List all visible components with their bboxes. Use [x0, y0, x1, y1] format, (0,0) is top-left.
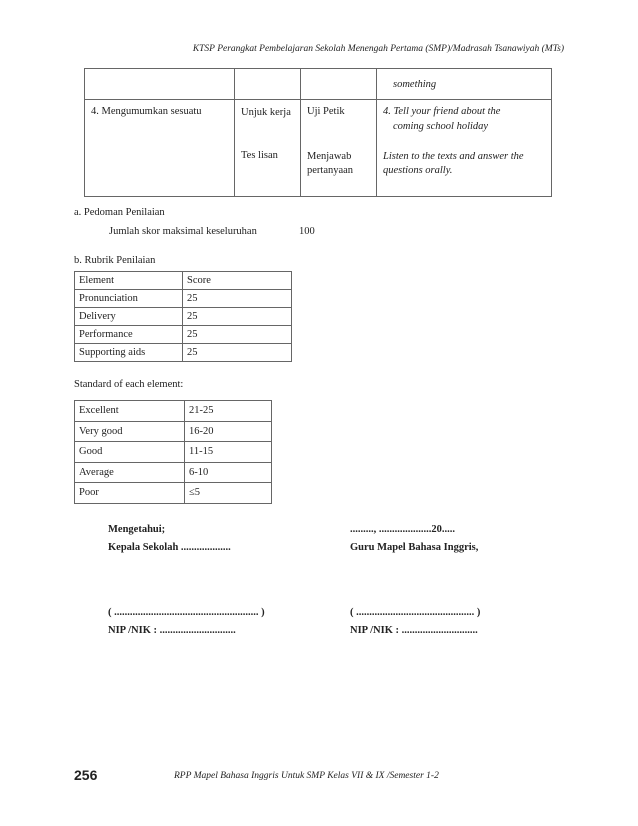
signature-left-role: Kepala Sekolah ................... [108, 542, 231, 553]
table-cell: 4. Tell your friend about the [383, 106, 501, 117]
table-cell: ≤5 [185, 483, 272, 504]
signature-right-date: ........., ....................20..... [350, 524, 455, 535]
table-cell: Listen to the texts and answer the questions orally. [383, 151, 524, 176]
page-header: KTSP Perangkat Pembelajaran Sekolah Menengah Pertama (SMP)/Madrasah Tsanawiyah (MTs) [192, 44, 564, 54]
table-row [75, 290, 292, 308]
table-row [85, 144, 552, 197]
table-cell: Poor [75, 483, 185, 504]
table-cell: Pronunciation [75, 290, 183, 308]
standard-table [74, 400, 272, 504]
table-cell: coming school holiday [393, 121, 489, 132]
table-cell: 21-25 [185, 401, 272, 422]
table-cell: 6-10 [185, 462, 272, 483]
table-cell: Menjawab pertanyaan [307, 151, 354, 176]
table-cell: 25 [183, 326, 292, 344]
signature-right-name: ( ............................................. ) [350, 607, 481, 618]
table-cell: 25 [183, 344, 292, 362]
table-cell: Unjuk kerja [241, 107, 291, 118]
table-cell: Performance [75, 326, 183, 344]
signature-right-nip: NIP /NIK : ............................. [350, 625, 478, 636]
table-cell: 25 [183, 290, 292, 308]
section-a-heading: a. Pedoman Penilaian [74, 207, 165, 218]
table-cell: Good [75, 442, 185, 463]
lesson-table [84, 68, 552, 197]
table-row [85, 100, 552, 145]
signature-left-name: ( ....................................................... ) [108, 607, 265, 618]
table-row [75, 421, 272, 442]
section-b-heading: b. Rubrik Penilaian [74, 255, 156, 266]
table-cell: 16-20 [185, 421, 272, 442]
signature-left-title: Mengetahui; [108, 524, 166, 535]
table-cell: something [393, 79, 437, 90]
table-header-row [75, 272, 292, 290]
table-cell: 4. Mengumumkan sesuatu [91, 106, 202, 117]
rubric-table [74, 271, 292, 362]
table-cell: Average [75, 462, 185, 483]
table-row [75, 483, 272, 504]
signature-left-nip: NIP /NIK : ............................. [108, 625, 236, 636]
table-row [75, 401, 272, 422]
column-header: Score [183, 272, 292, 290]
table-cell: Uji Petik [307, 106, 345, 117]
signature-right-role: Guru Mapel Bahasa Inggris, [350, 542, 479, 553]
table-row [75, 344, 292, 362]
table-row [75, 442, 272, 463]
page-number: 256 [74, 767, 98, 783]
page-footer: RPP Mapel Bahasa Inggris Untuk SMP Kelas VII & IX /Semester 1-2 [174, 771, 439, 781]
max-score-label: Jumlah skor maksimal keseluruhan [109, 226, 257, 237]
column-header: Element [75, 272, 183, 290]
table-cell: Excellent [75, 401, 185, 422]
table-cell: 25 [183, 308, 292, 326]
table-row [75, 462, 272, 483]
table-cell: Supporting aids [75, 344, 183, 362]
table-cell: Very good [75, 421, 185, 442]
table-row [75, 308, 292, 326]
max-score-value: 100 [299, 226, 315, 237]
table-cell: Tes lisan [241, 150, 278, 161]
table-cell: Delivery [75, 308, 183, 326]
table-row [85, 69, 552, 100]
table-row [75, 326, 292, 344]
standard-title: Standard of each element: [74, 379, 184, 390]
table-cell: 11-15 [185, 442, 272, 463]
